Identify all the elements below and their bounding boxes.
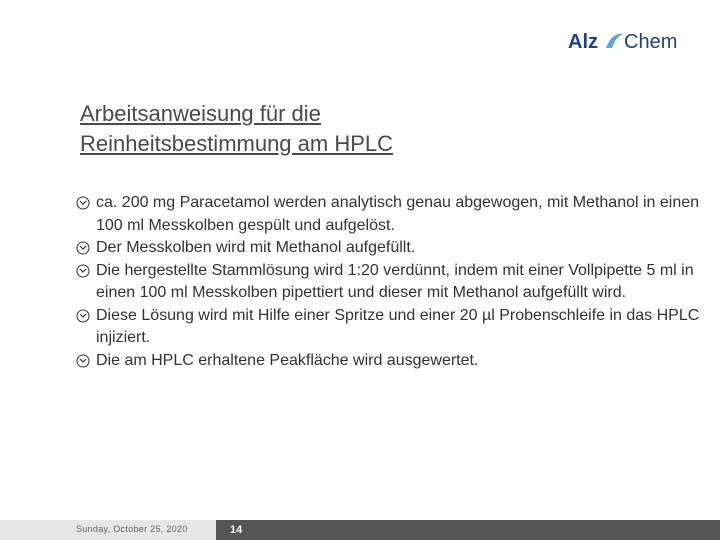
- logo-text-left: Alz: [568, 31, 598, 53]
- arrow-circle-bullet-icon: [76, 264, 90, 278]
- arrow-circle-bullet-icon: [76, 354, 90, 368]
- arrow-circle-bullet-icon: [76, 241, 90, 255]
- logo-swoosh: [606, 34, 624, 48]
- page-number: 14: [230, 524, 243, 536]
- logo-text-right: Chem: [624, 31, 678, 53]
- arrow-circle-bullet-icon: [76, 309, 90, 323]
- slide-title-line-1: Arbeitsanweisung für die: [80, 100, 321, 126]
- alzchem-logo-mark: [566, 26, 698, 56]
- list-item-text: Diese Lösung wird mit Hilfe einer Spritze und einer 20 µl Probenschleife in das HPLC injiziert.: [96, 306, 700, 346]
- arrow-circle-bullet-icon: [76, 196, 90, 210]
- list-item-text: Der Messkolben wird mit Methanol aufgefüllt.: [96, 239, 416, 256]
- alzchem-logo: [566, 26, 698, 56]
- list-item: [76, 260, 712, 305]
- list-item: [76, 350, 712, 373]
- instruction-list: [76, 192, 712, 372]
- slide-title: [80, 99, 580, 159]
- footer-date: Sunday, October 25, 2020: [76, 524, 188, 534]
- list-item-text: ca. 200 mg Paracetamol werden analytisch genau abgewogen, mit Methanol in einen 100 ml Messkolben gespült und aufgelöst.: [96, 194, 700, 234]
- slide-title-line-2: Reinheitsbestimmung am HPLC: [80, 130, 394, 156]
- page-number-block: [216, 520, 720, 540]
- list-item: [76, 305, 712, 350]
- list-item: [76, 192, 712, 237]
- list-item-text: Die am HPLC erhaltene Peakfläche wird ausgewertet.: [96, 351, 479, 369]
- list-item-text: Die hergestellte Stammlösung wird 1:20 verdünnt, indem mit einer Vollpipette 5 ml in einen 100 ml Messkolben pipettiert und dieser mit Methanol aufgefüllt wird.: [96, 261, 694, 301]
- list-item: [76, 237, 712, 260]
